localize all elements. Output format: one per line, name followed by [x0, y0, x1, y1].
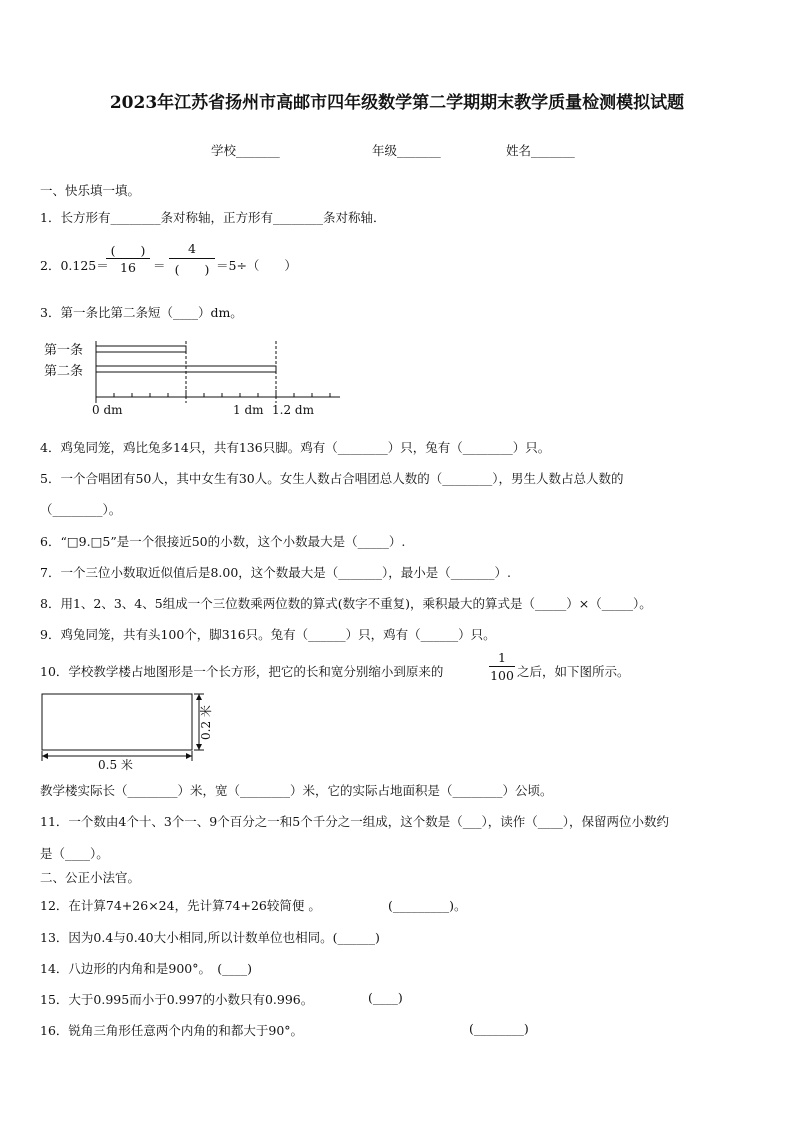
fraction-1-denominator: 16: [120, 260, 136, 275]
question-2-fraction-2: [169, 241, 215, 278]
question-7: 7．一个三位小数取近似值后是8.00，这个数最大是（_______），最小是（_______）.: [40, 565, 512, 580]
question-12-blank: (_________)。: [388, 898, 467, 913]
question-13: 13．因为0.4与0.40大小相同,所以计数单位也相同。(______): [40, 930, 380, 945]
tick-label-1: 1 dm: [233, 403, 264, 417]
question-2-prefix: 2．0.125＝: [40, 258, 109, 273]
question-2-fraction-1: [106, 241, 150, 275]
building-rectangle: [42, 694, 192, 750]
arrow-left-icon: [42, 753, 48, 759]
question-15: 15．大于0.995而小于0.997的小数只有0.996。: [40, 992, 314, 1007]
fraction-numerator: 1: [498, 650, 506, 665]
question-15-blank: (____): [368, 990, 403, 1005]
school-field: 学校_______: [211, 143, 280, 158]
question-2-equals: ＝: [153, 258, 166, 273]
section-1-heading: 一、快乐填一填。: [40, 183, 141, 198]
height-label: 0.2 米: [199, 705, 213, 740]
scale-ticks: [96, 390, 330, 397]
tick-label-0: 0 dm: [92, 403, 123, 417]
bar-1: [96, 346, 186, 352]
page-title: 2023年江苏省扬州市高邮市四年级数学第二学期期末教学质量检测模拟试题: [109, 93, 685, 113]
fraction-denominator: 100: [490, 668, 514, 683]
question-2-suffix: ＝5÷（ ）: [216, 258, 297, 273]
question-4: 4．鸡兔同笼，鸡比兔多14只，共有136只脚。鸡有（________）只，兔有（________）只。: [40, 440, 551, 455]
bar-comparison-figure: [40, 335, 350, 421]
arrow-down-icon: [196, 744, 202, 750]
width-label: 0.5 米: [98, 758, 133, 772]
section-2-heading: 二、公正小法官。: [40, 870, 141, 885]
question-14: 14．八边形的内角和是900°。 (____): [40, 961, 253, 976]
arrow-right-icon: [186, 753, 192, 759]
question-10-suffix: 之后，如下图所示。: [517, 664, 630, 679]
grade-field: 年级_______: [372, 143, 441, 158]
question-8: 8．用1、2、3、4、5组成一个三位数乘两位数的算式(数字不重复)，乘积最大的算式是（_____）×（_____）。: [40, 596, 652, 611]
question-10-prefix: 10．学校教学楼占地图形是一个长方形，把它的长和宽分别缩小到原来的: [40, 664, 444, 679]
name-field: 姓名_______: [506, 143, 575, 158]
question-9: 9．鸡兔同笼，共有头100个，脚316只。兔有（______）只，鸡有（______）只。: [40, 627, 496, 642]
fraction-1-numerator: ( ): [110, 243, 146, 258]
question-11-line-2: 是（____）。: [40, 846, 109, 861]
question-5-line-2: （________）。: [40, 502, 122, 517]
question-10-fraction: [489, 650, 515, 683]
question-1: 1．长方形有________条对称轴，正方形有________条对称轴．: [40, 210, 386, 225]
arrow-up-icon: [196, 694, 202, 700]
question-5-line-1: 5．一个合唱团有50人，其中女生有30人。女生人数占合唱团总人数的（________），男生人数占总人数的: [40, 471, 624, 486]
question-16-blank: (________): [469, 1021, 529, 1036]
bar-2-label: 第二条: [44, 364, 84, 379]
fraction-2-numerator: 4: [188, 241, 196, 256]
question-6: 6．“□9.□5”是一个很接近50的小数，这个小数最大是（_____）.: [40, 534, 406, 549]
tick-label-2: 1.2 dm: [272, 403, 314, 417]
question-16: 16．锐角三角形任意两个内角的和都大于90°。: [40, 1023, 304, 1038]
question-10-answer: 教学楼实际长（________）米，宽（________）米，它的实际占地面积是（________）公顷。: [40, 783, 553, 798]
question-11-line-1: 11．一个数由4个十、3个一、9个百分之一和5个千分之一组成，这个数是（___），读作（____），保留两位小数约: [40, 814, 669, 829]
question-3: 3．第一条比第二条短（____）dm。: [40, 305, 243, 320]
fraction-2-denominator: ( ): [174, 262, 210, 277]
question-12: 12．在计算74+26×24，先计算74+26较简便 。: [40, 898, 321, 913]
rectangle-figure: [38, 690, 218, 772]
bar-1-label: 第一条: [44, 343, 84, 358]
